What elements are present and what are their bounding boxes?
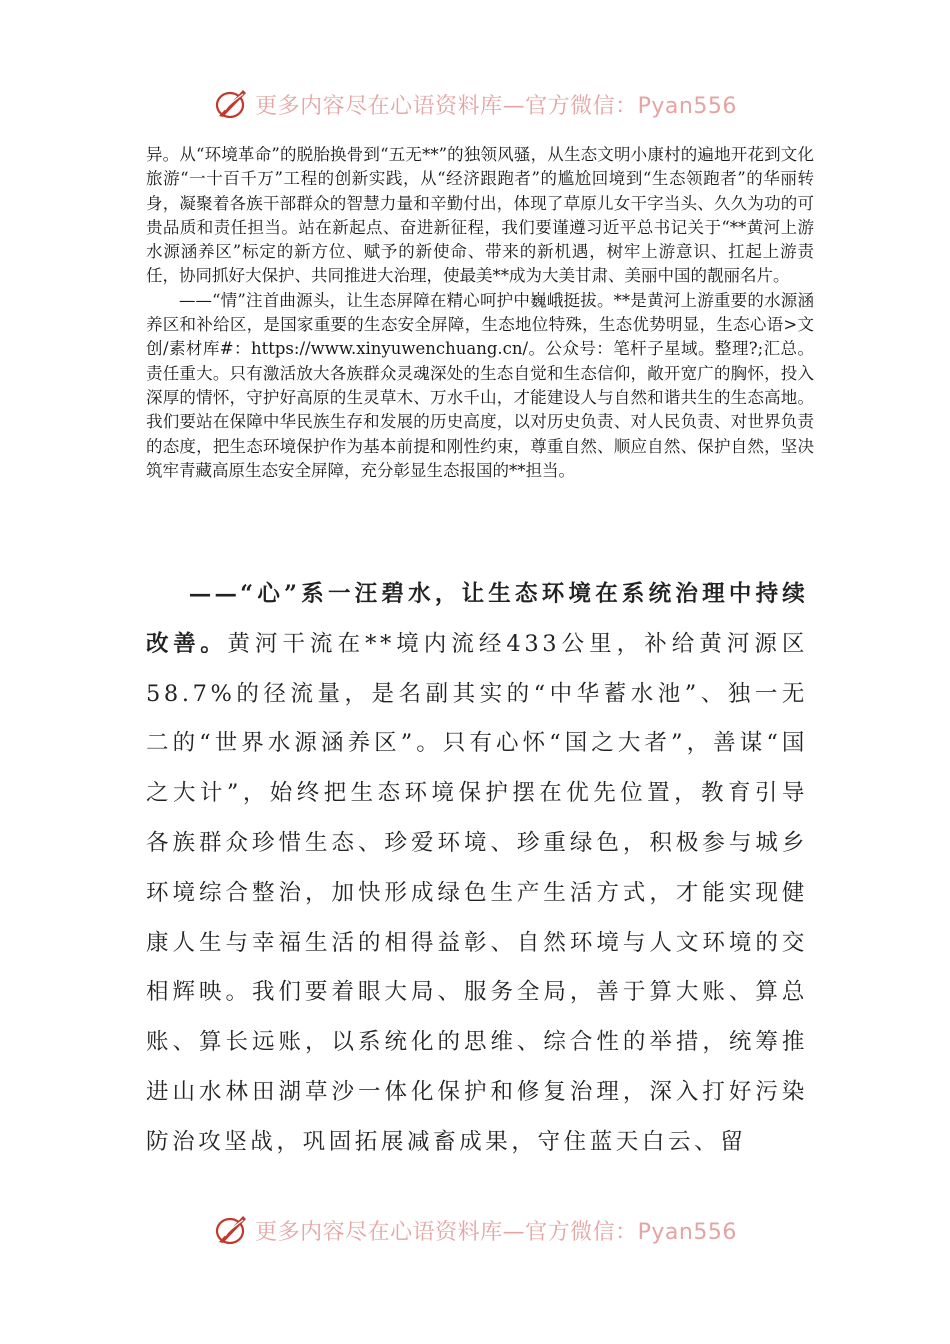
body-large-text: [146, 570, 808, 1168]
quill-pen-icon: [213, 86, 251, 122]
quill-pen-icon: [213, 1212, 251, 1248]
paragraph-1: 异。从“环境革命”的脱胎换骨到“五无**”的独领风骚，从生态文明小康村的遍地开花到文化旅游“一十百千万”工程的创新实践，从“经济跟跑者”的尴尬回境到“生态领跑者”的华丽转身，凝聚着各族干部群众的智慧力量和辛勤付出，体现了草原儿女干字当头、久久为功的可贵品质和责任担当。站在新起点、奋进新征程，我们要谨遵习近平总书记关于“**黄河上游水源涵养区”标定的新方位、赋予的新使命、带来的新机遇，树牢上游意识、扛起上游责任，协同抓好大保护、共同推进大治理，使最美**成为大美甘肃、美丽中国的靓丽名片。: [146, 145, 814, 286]
footer-banner: [0, 1210, 950, 1250]
paragraph-3: [146, 570, 808, 1168]
paragraph-3-body: 黄河干流在**境内流经433公里，补给黄河源区58.7%的径流量，是名副其实的“中华蓄水池”、独一无二的“世界水源涵养区”。只有心怀“国之大者”，善谋“国之大计”，始终把生态环境保护摆在优先位置，教育引导各族群众珍惜生态、珍爱环境、珍重绿色，积极参与城乡环境综合整治，加快形成绿色生产生活方式，才能实现健康人生与幸福生活的相得益彰、自然环境与人文环境的交相辉映。我们要着眼大局、服务全局，善于算大账、算总账、算长远账，以系统化的思维、综合性的举措，统筹推进山水林田湖草沙一体化保护和修复治理，深入打好污染防治攻坚战，巩固拓展减畜成果，守住蓝天白云、留: [146, 630, 808, 1155]
paragraph-2: ——“情”注首曲源头，让生态屏障在精心呵护中巍峨挺拔。**是黄河上游重要的水源涵养区和补给区，是国家重要的生态安全屏障，生态地位特殊，生态优势明显，生态心语>文创/素材库#：https://www.xinyuwenchuang.cn/。公众号：笔杆子星域。整理?;汇总。责任重大。只有激活放大各族群众灵魂深处的生态自觉和生态信仰，敞开宽广的胸怀，投入深厚的情怀，守护好高原的生灵草木、万水千山，才能建设人与自然和谐共生的生态高地。我们要站在保障中华民族生存和发展的历史高度，以对历史负责、对人民负责、对世界负责的态度，把生态环境保护作为基本前提和刚性约束，尊重自然、顺应自然、保护自然，坚决筑牢青藏高原生态安全屏障，充分彰显生态报国的**担当。: [146, 290, 814, 480]
header-banner: [0, 84, 950, 124]
header-banner-text: 更多内容尽在心语资料库—官方微信：Pyan556: [255, 93, 737, 119]
paragraph-3-heading: ——“心”系一汪碧水，让生态环境在系统治理中持续改善。: [146, 581, 808, 657]
footer-banner-text: 更多内容尽在心语资料库—官方微信：Pyan556: [255, 1219, 737, 1245]
body-small-text: [146, 143, 814, 483]
